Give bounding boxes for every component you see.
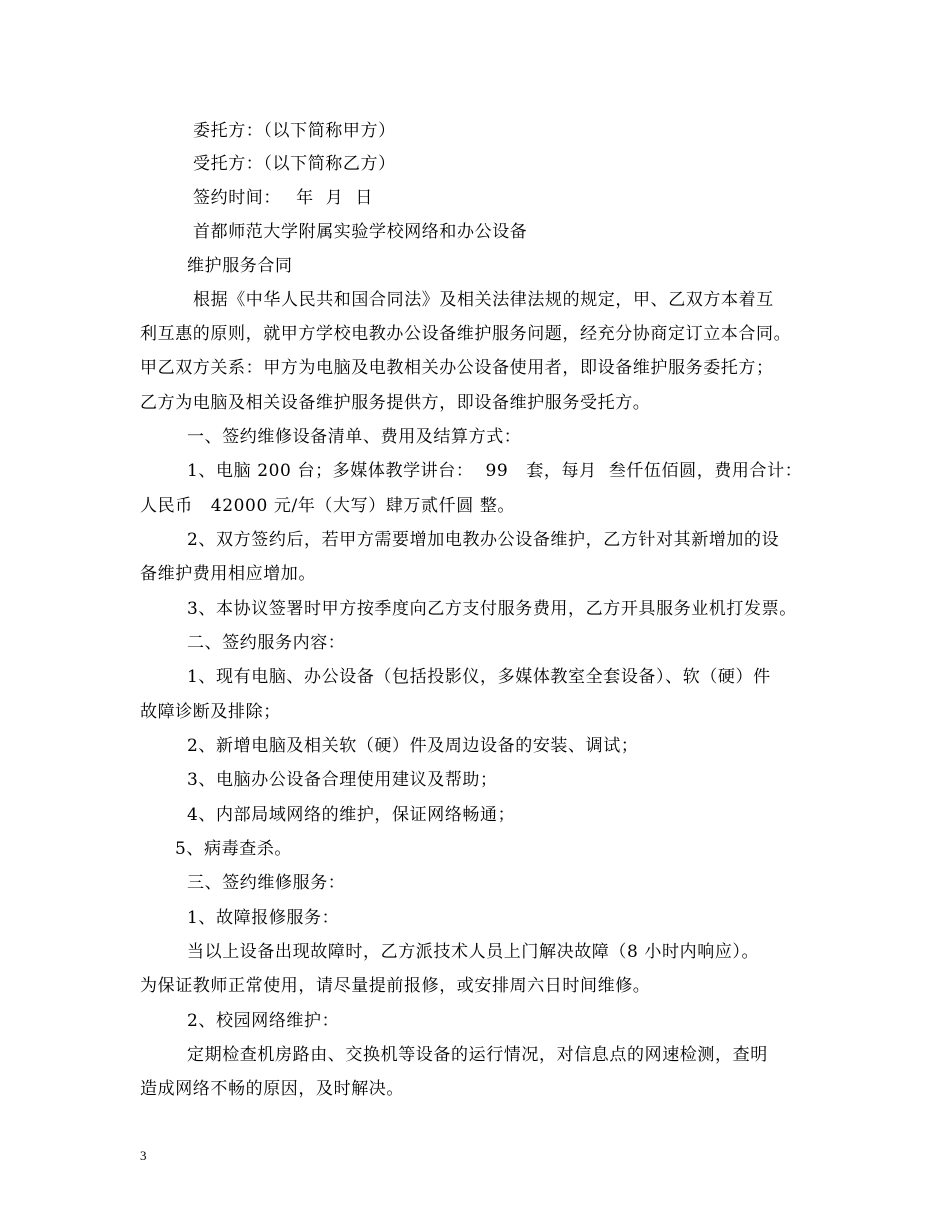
page-number: 3	[140, 1148, 147, 1163]
section1-item2-line: 备维护费用相应增加。	[140, 564, 316, 584]
section2-item1-line: 1、现有电脑、办公设备（包括投影仪，多媒体教室全套设备）、软（硬）件	[187, 667, 771, 687]
section3-sub1-line: 为保证教师正常使用，请尽量提前报修，或安排周六日时间维修。	[140, 976, 651, 996]
intro-line: 甲乙双方关系：甲方为电脑及电教相关办公设备使用者，即设备维护服务委托方；	[140, 358, 774, 378]
section1-item2-line: 2、双方签约后，若甲方需要增加电教办公设备维护，乙方针对其新增加的设	[187, 530, 780, 550]
section1-item1-line: 1、电脑 200 台；多媒体教学讲台： 99 套，每月 叁仟伍佰圆，费用合计：	[187, 461, 803, 481]
intro-line: 利互惠的原则，就甲方学校电教办公设备维护服务问题，经充分协商定订立本合同。	[140, 324, 792, 344]
section3-heading: 三、签约维修服务：	[187, 873, 346, 893]
section1-item3: 3、本协议签署时甲方按季度向乙方支付服务费用，乙方开具服务业机打发票。	[187, 599, 797, 619]
section2-item3: 3、电脑办公设备合理使用建议及帮助；	[187, 770, 498, 790]
school-title: 首都师范大学附属实验学校网络和办公设备	[193, 222, 528, 242]
section2-item5: 5、病毒查杀。	[175, 839, 293, 859]
entrusted-party: 受托方：（以下简称乙方）	[193, 154, 396, 174]
section2-item2: 2、新增电脑及相关软（硬）件及周边设备的安装、调试；	[187, 736, 639, 756]
section2-item1-line: 故障诊断及排除；	[140, 702, 281, 722]
section3-sub2-heading: 2、校园网络维护：	[187, 1011, 340, 1031]
signing-date: 签约时间： 年 月 日	[193, 188, 373, 208]
section1-item1-line: 人民币 42000 元/年（大写）肆万贰仟圆 整。	[140, 496, 516, 516]
contract-title: 维护服务合同	[187, 256, 293, 276]
section3-sub2-line: 定期检查机房路由、交换机等设备的运行情况，对信息点的网速检测，查明	[187, 1045, 768, 1065]
intro-line: 乙方为电脑及相关设备维护服务提供方，即设备维护服务受托方。	[140, 393, 651, 413]
section3-sub2-line: 造成网络不畅的原因，及时解决。	[140, 1079, 404, 1099]
section3-sub1-line: 当以上设备出现故障时，乙方派技术人员上门解决故障（8 小时内响应）。	[187, 942, 760, 962]
section2-heading: 二、签约服务内容：	[187, 633, 346, 653]
entrusting-party: 委托方：（以下简称甲方）	[193, 121, 396, 141]
section2-item4: 4、内部局域网络的维护，保证网络畅通；	[187, 805, 516, 825]
section3-sub1-heading: 1、故障报修服务：	[187, 908, 340, 928]
section1-heading: 一、签约维修设备清单、费用及结算方式：	[187, 427, 522, 447]
intro-line: 根据《中华人民共和国合同法》及相关法律法规的规定，甲、乙双方本着互	[193, 290, 774, 310]
